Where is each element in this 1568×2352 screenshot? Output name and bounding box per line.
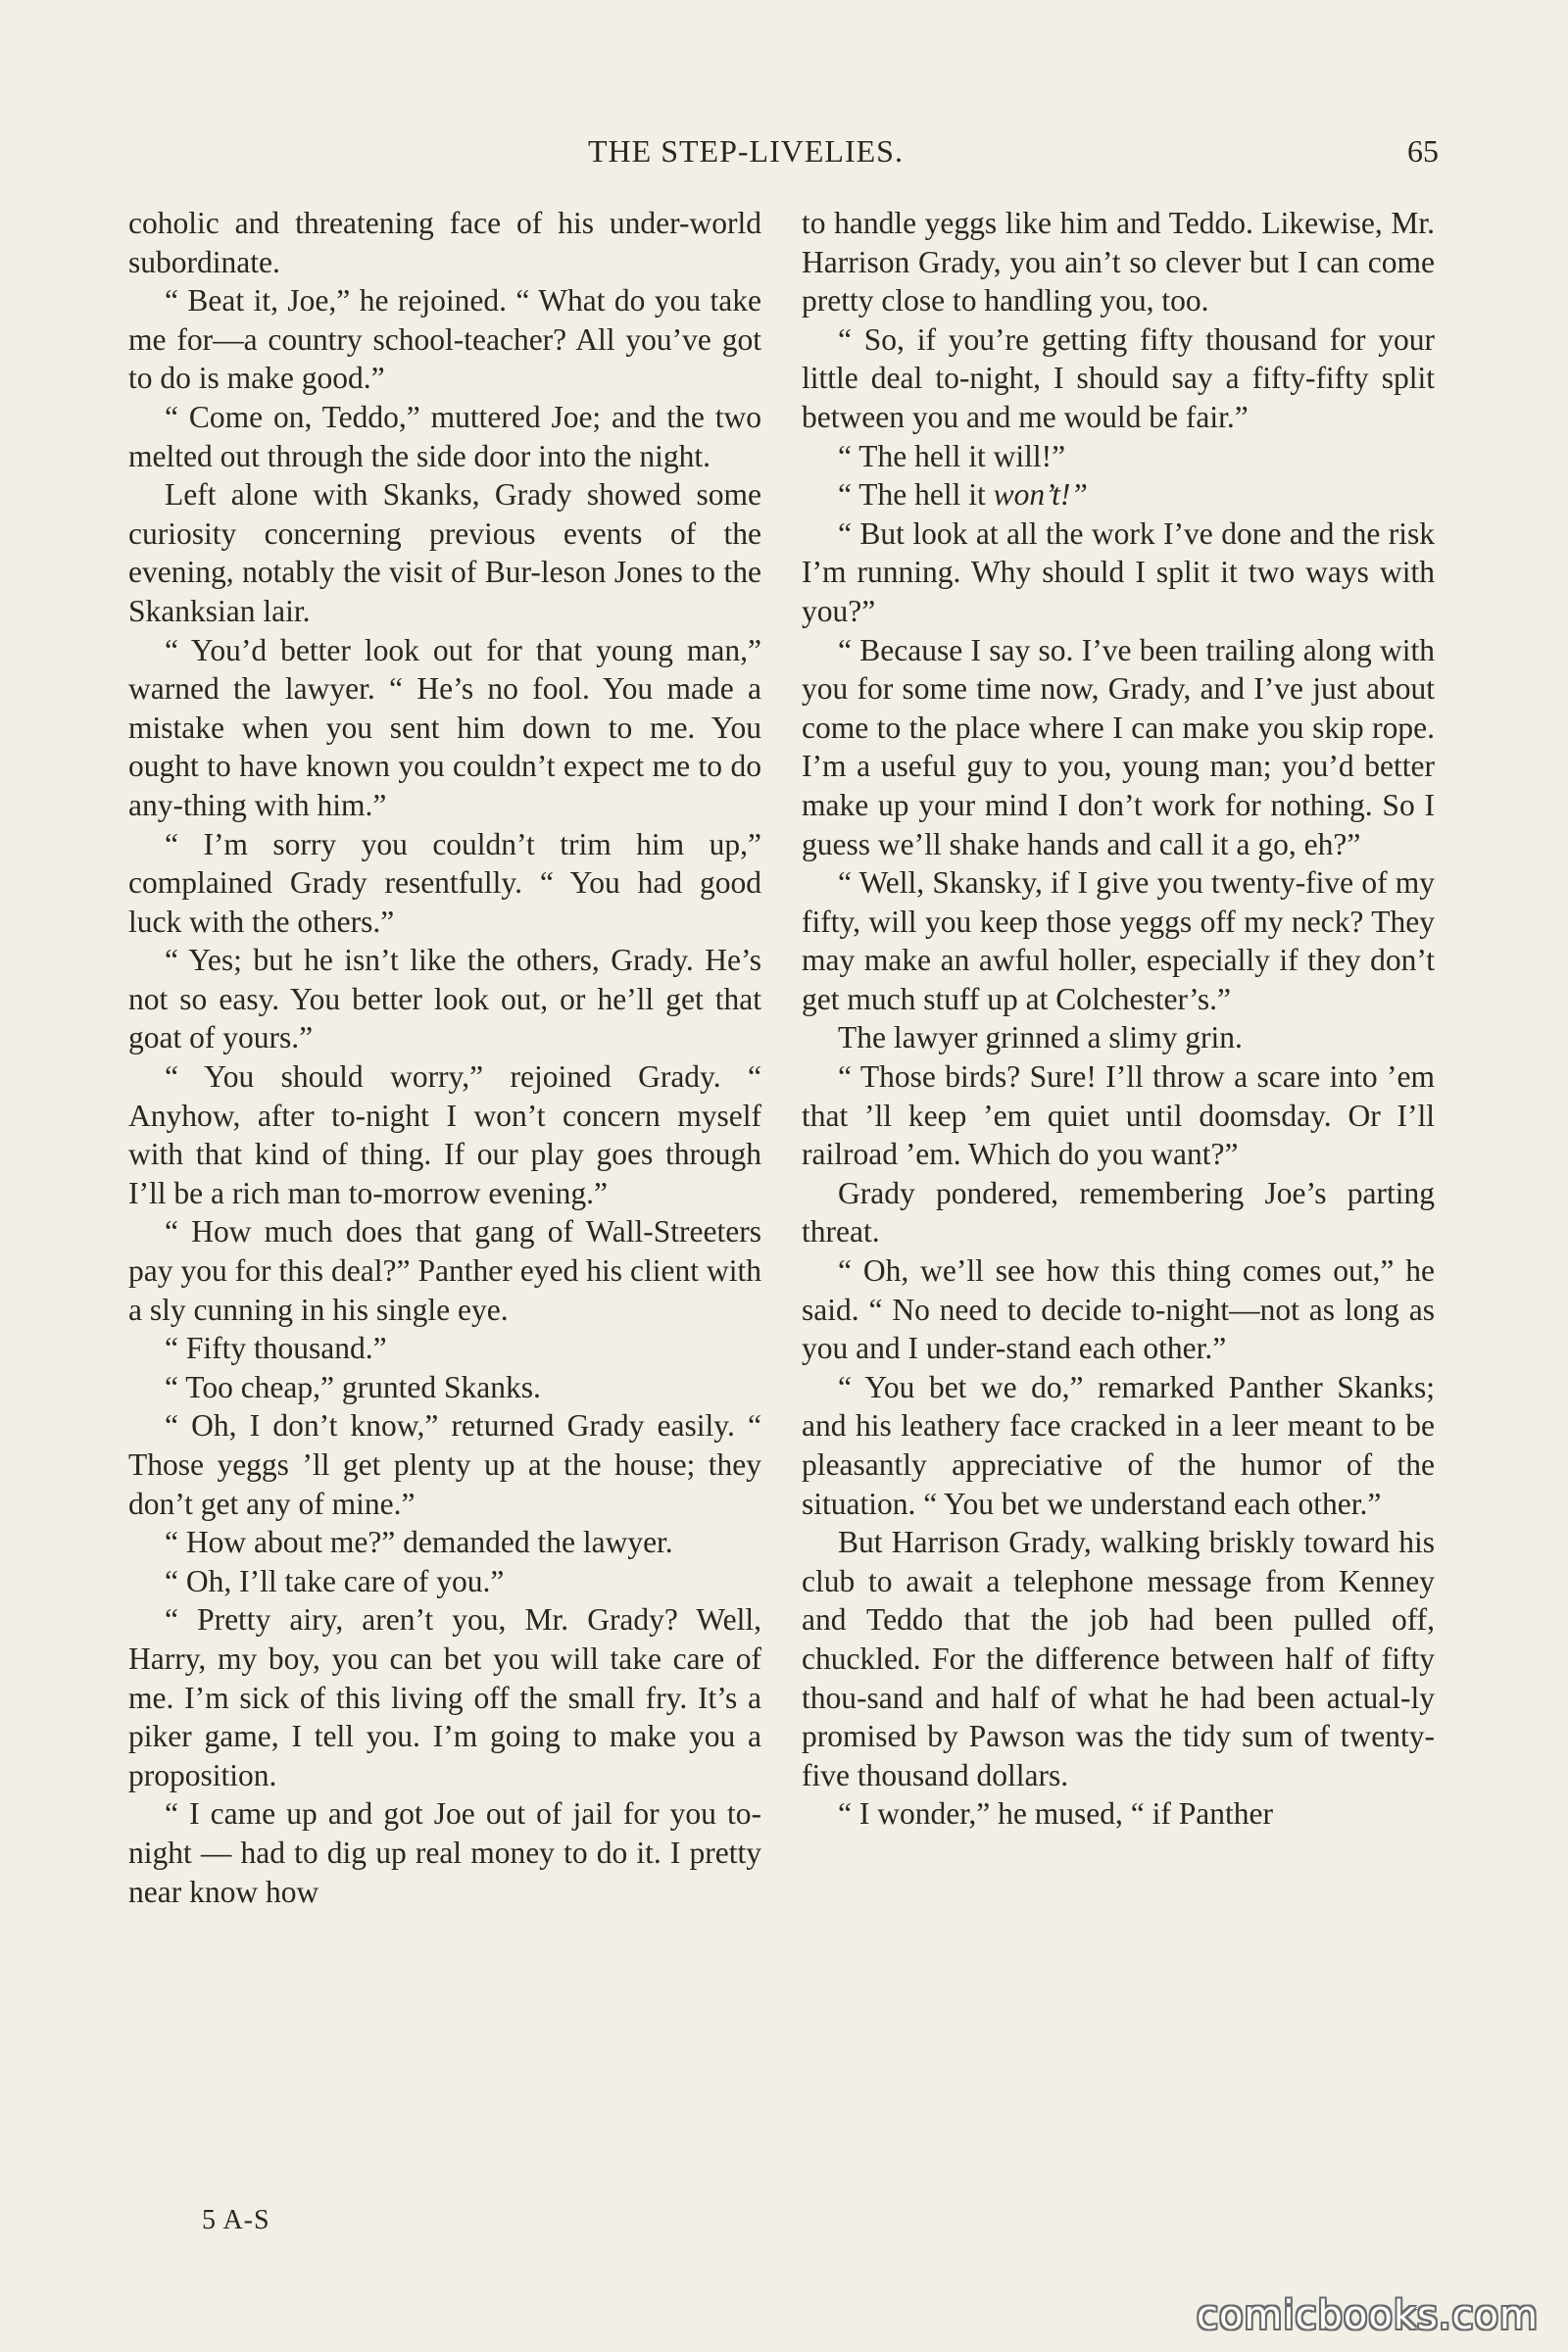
paragraph: “ Those birds? Sure! I’ll throw a scare into ’em that ’ll keep ’em quiet until doomsday. Or I’ll railroad ’em. Which do you want?” [802,1059,1435,1172]
paragraph: “ Yes; but he isn’t like the others, Grady. He’s not so easy. You better look out, or he’ll get that goat of yours.” [128,943,761,1055]
paragraph-italic-reply: “ The hell it won’t!” [838,477,1088,513]
paragraph: “ But look at all the work I’ve done and the risk I’m running. Why should I split it two ways with you?” [802,515,1435,628]
paragraph: “ The hell it will!” [838,438,1066,473]
page-number: 65 [1407,133,1439,169]
paragraph: “ Oh, we’ll see how this thing comes out,” he said. “ No need to decide to-night—not as long as you and I under-stand each other.” [802,1253,1435,1366]
page-header [127,133,1439,176]
paragraph: to handle yeggs like him and Teddo. Likewise, Mr. Harrison Grady, you ain’t so clever but I can come pretty close to handling you, too. [802,206,1435,318]
paragraph: “ Pretty airy, aren’t you, Mr. Grady? Well, Harry, my boy, you can bet you will take care of me. I’m sick of this living off the small fry. It’s a piker game, I tell you. I’m going to make you a proposition. [128,1602,761,1792]
paragraph: coholic and threatening face of his under-world subordinate. [128,206,761,279]
paragraph: “ You bet we do,” remarked Panther Skanks; and his leathery face cracked in a leer meant to be pleasantly appreciative of the humor of the situation. “ You bet we understand each other.” [802,1369,1435,1521]
paragraph: “ Too cheap,” grunted Skanks. [165,1369,541,1404]
paragraph: “ You’d better look out for that young man,” warned the lawyer. “ He’s no fool. You made a mistake when you sent him down to me. You ought to have known you couldn’t expect me to do any-thing with him.” [128,632,761,822]
paragraph: “ Come on, Teddo,” muttered Joe; and the two melted out through the side door into the night. [128,399,761,473]
paragraph: Left alone with Skanks, Grady showed some curiosity concerning previous events of the evening, notably the visit of Bur-leson Jones to the Skanksian lair. [128,477,761,628]
paragraph: “ Well, Skansky, if I give you twenty-five of my fifty, will you keep those yeggs off my neck? They may make an awful holler, especially if they don’t get much stuff up at Colchester’s.” [802,865,1435,1016]
paragraph: Grady pondered, remembering Joe’s parting threat. [802,1175,1435,1250]
paragraph: “ I came up and got Joe out of jail for you to-night — had to dig up real money to do it. I pretty near know how [128,1796,761,1909]
watermark: comicbooks.com [1196,2293,1539,2338]
right-column [802,204,1435,1834]
paragraph: “ How about me?” demanded the lawyer. [165,1525,673,1560]
paragraph: “ So, if you’re getting fifty thousand for your little deal to-night, I should say a fifty-fifty split between you and me would be fair.” [802,321,1435,434]
paragraph: “ How much does that gang of Wall-Streeters pay you for this deal?” Panther eyed his client with a sly cunning in his single eye. [128,1214,761,1327]
left-column [128,204,761,1911]
paragraph: “ Oh, I’ll take care of you.” [165,1563,505,1598]
paragraph: “ I’m sorry you couldn’t trim him up,” complained Grady resentfully. “ You had good luck with the others.” [128,826,761,939]
paragraph: “ I wonder,” he mused, “ if Panther [838,1796,1273,1832]
paragraph: “ You should worry,” rejoined Grady. “ Anyhow, after to-night I won’t concern myself with that kind of thing. If our play goes through I’ll be a rich man to-morrow evening.” [128,1059,761,1210]
paragraph: “ Beat it, Joe,” he rejoined. “ What do you take me for—a country school-teacher? All you’ve got to do is make good.” [128,283,761,396]
paragraph: “ Fifty thousand.” [165,1331,387,1366]
printer-signature: 5 A-S [202,2205,270,2235]
running-head: THE STEP-LIVELIES. [588,133,904,169]
paragraph: But Harrison Grady, walking briskly toward his club to await a telephone message from Kenney and Teddo that the job had been pulled off, chuckled. For the difference between half of fifty thou-sand and half of what he had been actual-ly promised by Pawson was the tidy sum of twenty-five thousand dollars. [802,1525,1435,1792]
paragraph: The lawyer grinned a slimy grin. [838,1020,1243,1055]
paragraph: “ Oh, I don’t know,” returned Grady easily. “ Those yeggs ’ll get plenty up at the house; they don’t get any of mine.” [128,1408,761,1521]
paragraph: “ Because I say so. I’ve been trailing along with you for some time now, Grady, and I’ve just about come to the place where I can make you skip rope. I’m a useful guy to you, young man; you’d better make up your mind I don’t work for nothing. So I guess we’ll shake hands and call it a go, eh?” [802,632,1435,861]
